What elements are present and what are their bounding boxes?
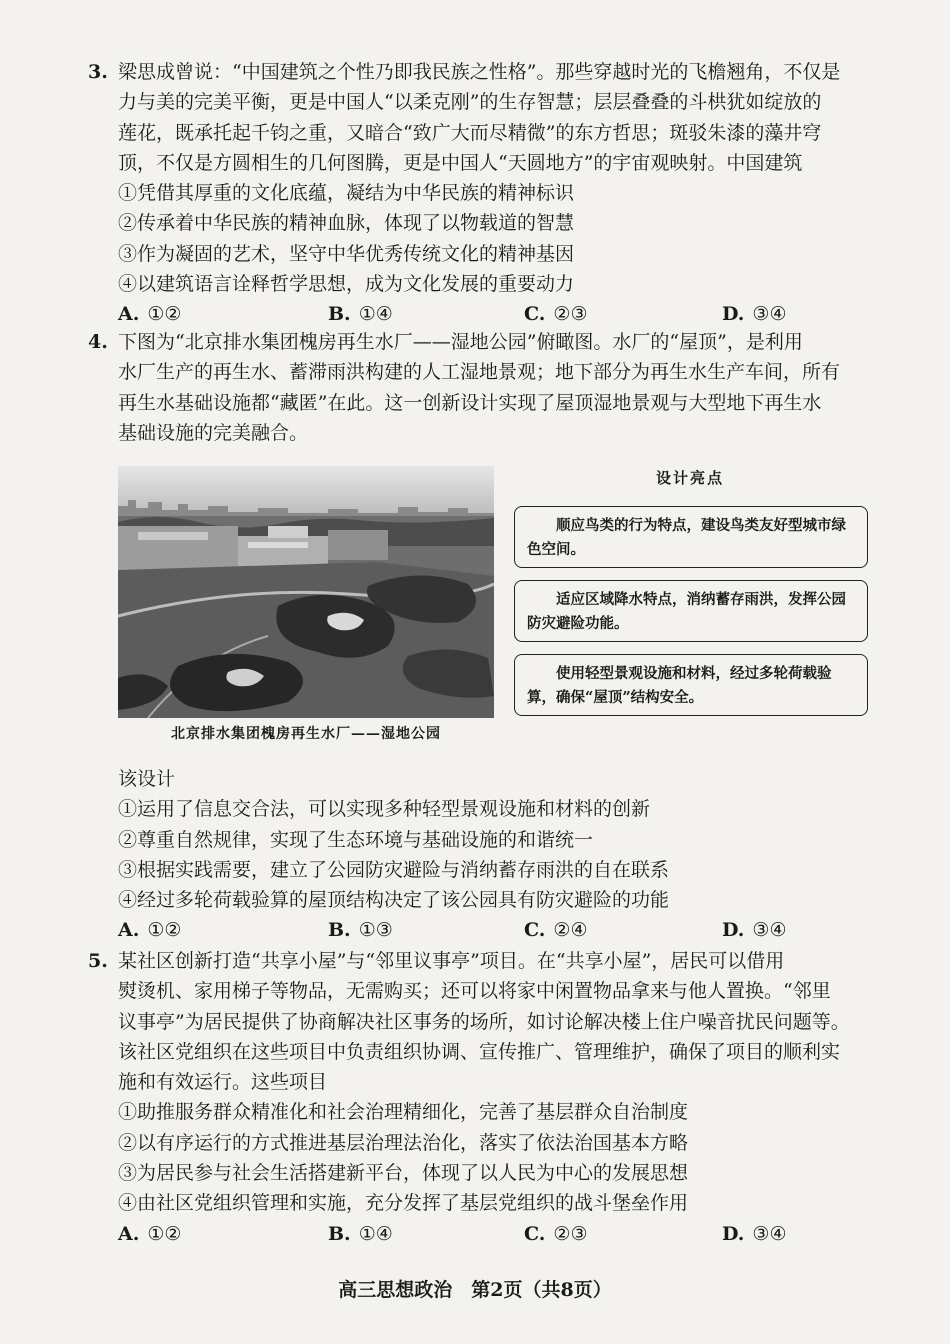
q5-options — [88, 1219, 878, 1249]
q5-line-1: 5. 某社区创新打造“共享小屋”与“邻里议事亭”项目。在“共享小屋”，居民可以借用 — [88, 946, 878, 976]
q3-option-d[interactable]: D. ③④ — [722, 303, 787, 326]
q3-item-1: ①凭借其厚重的文化底蕴，凝结为中华民族的精神标识 — [118, 182, 575, 205]
q5-option-d[interactable]: D. ③④ — [722, 1222, 787, 1245]
page-footer: 高三思想政治 第2页（共8页） — [338, 1279, 612, 1301]
q4-line-2: 水厂生产的再生水、蓄滞雨洪构建的人工湿地景观；地下部分为再生水生产车间，所有 — [118, 361, 841, 384]
q5-item-4: ④由社区党组织管理和实施，充分发挥了基层党组织的战斗堡垒作用 — [118, 1192, 689, 1215]
highlight-box-1: 顺应鸟类的行为特点，建设鸟类友好型城市绿色空间。 — [514, 506, 868, 568]
q3-line-4: 顶，不仅是方圆相生的几何图腾，更是中国人“天圆地方”的宇宙观映射。中国建筑 — [118, 151, 803, 174]
q3-option-a[interactable]: A. ①② — [118, 303, 182, 326]
question-5 — [88, 946, 878, 1249]
q3-number: 3. — [88, 61, 108, 83]
q5-line-4: 该社区党组织在这些项目中负责组织协调、宣传推广、管理维护，确保了项目的顺利实 — [118, 1040, 841, 1063]
q5-option-c[interactable]: C. ②③ — [524, 1222, 588, 1245]
q5-item-1: ①助推服务群众精准化和社会治理精细化，完善了基层群众自治制度 — [118, 1101, 689, 1124]
q5-line-5: 施和有效运行。这些项目 — [118, 1071, 328, 1094]
q5-line-2: 熨烫机、家用梯子等物品，无需购买；还可以将家中闲置物品拿来与他人置换。“邻里 — [118, 980, 831, 1003]
highlight-box-3: 使用轻型景观设施和材料，经过多轮荷载验算，确保“屋顶”结构安全。 — [514, 654, 868, 716]
q4-option-c[interactable]: C. ②④ — [524, 919, 588, 942]
q3-line-3: 莲花，既承托起千钧之重，又暗合“致广大而尽精微”的东方哲思；斑驳朱漆的藻井穹 — [118, 121, 822, 144]
question-4-continued — [88, 764, 878, 945]
q3-option-c[interactable]: C. ②③ — [524, 303, 588, 326]
q4-number: 4. — [88, 331, 108, 353]
q3-line-2: 力与美的完美平衡，更是中国人“以柔克刚”的生存智慧；层层叠叠的斗栱犹如绽放的 — [118, 91, 822, 114]
q4-line-3: 再生水基础设施都“藏匿”在此。这一创新设计实现了屋顶湿地景观与大型地下再生水 — [118, 391, 822, 414]
wetland-photo-illustration — [118, 466, 494, 718]
q5-item-2: ②以有序运行的方式推进基层治理法治化，落实了依法治国基本方略 — [118, 1131, 689, 1154]
q4-line-4: 基础设施的完美融合。 — [118, 421, 309, 444]
q3-item-4: ④以建筑语言诠释哲学思想，成为文化发展的重要动力 — [118, 273, 575, 296]
q4-options — [88, 915, 878, 945]
question-3 — [88, 57, 878, 329]
q4-stem: 该设计 — [118, 768, 176, 790]
q5-number: 5. — [88, 950, 108, 972]
highlight-box-2: 适应区域降水特点，消纳蓄存雨洪，发挥公园防灾避险功能。 — [514, 580, 868, 642]
q4-item-2: ②尊重自然规律，实现了生态环境与基础设施的和谐统一 — [118, 828, 594, 851]
q5-item-3: ③为居民参与社会生活搭建新平台，体现了以人民为中心的发展思想 — [118, 1162, 689, 1185]
q5-option-a[interactable]: A. ①② — [118, 1222, 182, 1245]
q3-item-3: ③作为凝固的艺术，坚守中华优秀传统文化的精神基因 — [118, 242, 575, 265]
question-4 — [88, 327, 878, 448]
q3-item-2: ②传承着中华民族的精神血脉，体现了以物载道的智慧 — [118, 212, 575, 235]
q4-item-4: ④经过多轮荷载验算的屋顶结构决定了该公园具有防灾避险的功能 — [118, 889, 670, 912]
figure-caption: 北京排水集团槐房再生水厂——湿地公园 — [171, 726, 441, 742]
q4-item-1: ①运用了信息交合法，可以实现多种轻型景观设施和材料的创新 — [118, 798, 651, 821]
q4-option-b[interactable]: B. ①③ — [328, 919, 393, 942]
q5-option-b[interactable]: B. ①④ — [328, 1222, 393, 1245]
q4-option-a[interactable]: A. ①② — [118, 919, 182, 942]
q5-line-3: 议事亭”为居民提供了协商解决社区事务的场所，如讨论解决楼上住户噪音扰民问题等。 — [118, 1010, 850, 1033]
highlights-title: 设计亮点 — [655, 469, 724, 487]
q4-option-d[interactable]: D. ③④ — [722, 919, 787, 942]
q3-line-1: 3. 梁思成曾说：“中国建筑之个性乃即我民族之性格”。那些穿越时光的飞檐翘角，不仅是 — [88, 57, 878, 87]
q4-item-3: ③根据实践需要，建立了公园防灾避险与消纳蓄存雨洪的自在联系 — [118, 858, 670, 881]
q4-figure — [118, 466, 878, 756]
q4-line-1: 4. 下图为“北京排水集团槐房再生水厂——湿地公园”俯瞰图。水厂的“屋顶”，是利用 — [88, 327, 878, 357]
q3-option-b[interactable]: B. ①④ — [328, 303, 393, 326]
q3-options — [88, 299, 878, 329]
wetland-aerial-photo — [118, 466, 494, 718]
